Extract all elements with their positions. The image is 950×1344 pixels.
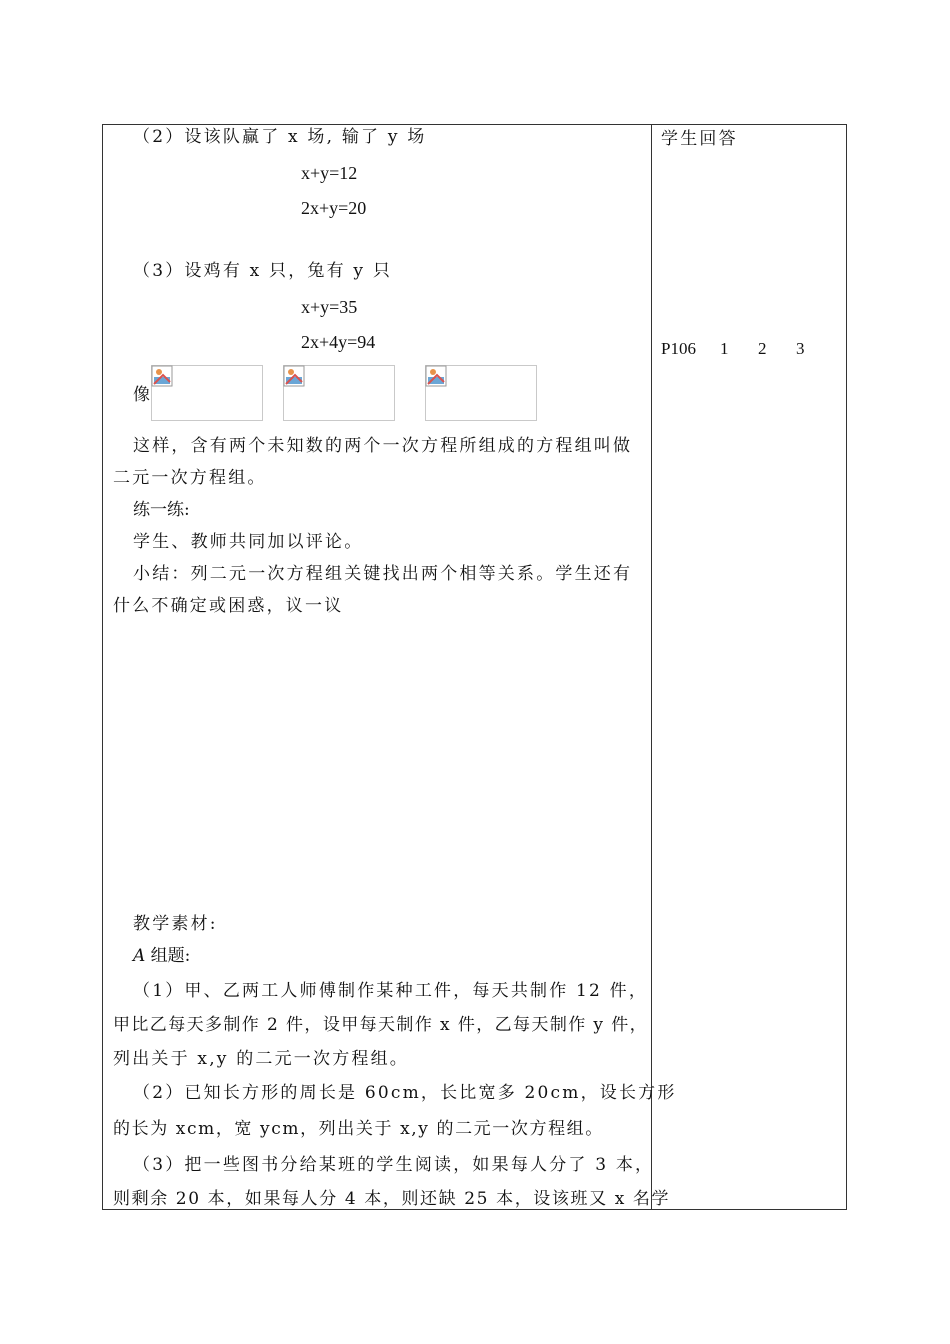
student-answer-label: 学生回答 [661,129,738,149]
group-a-letter: A [133,946,146,966]
q2-equation-2: 2x+y=20 [301,198,367,218]
q3-equation-2: 2x+4y=94 [301,332,376,352]
broken-image-icon [151,365,173,387]
summary-line-2: 什么不确定或困惑，议一议 [113,596,344,616]
exercise-number-3: 3 [796,339,805,358]
q3-equation-1: x+y=35 [301,297,358,317]
image-placeholder-2 [283,365,395,421]
broken-image-icon [283,365,305,387]
group-a-label: 组题: [145,946,191,966]
exercise-number-1: 1 [720,339,729,358]
lesson-table [102,124,847,1210]
q2-intro: （2）设该队赢了 x 场, 输了 y 场 [133,127,427,147]
image-placeholder-1 [151,365,263,421]
practice-heading: 练一练: [133,500,190,520]
definition-line-1: 这样，含有两个未知数的两个一次方程所组成的方程组叫做 [133,436,633,456]
exercise-3-line-2: 则剩余 20 本，如果每人分 4 本，则还缺 25 本，设该班又 x 名学 [113,1189,671,1209]
exercise-number-2: 2 [758,339,767,358]
group-a-heading [133,946,190,966]
exercise-3-line-1: （3）把一些图书分给某班的学生阅读，如果每人分了 3 本， [133,1155,655,1175]
exercise-1-line-3: 列出关于 x,y 的二元一次方程组。 [113,1049,410,1069]
discussion-text: 学生、教师共同加以评论。 [133,532,364,552]
image-label: 像 [133,385,150,405]
q3-intro: （3）设鸡有 x 只，兔有 y 只 [133,261,393,281]
column-divider [651,125,652,1209]
material-title: 教学素材: [133,914,218,934]
page-reference: P106 [661,339,696,358]
exercise-1-line-2: 甲比乙每天多制作 2 件，设甲每天制作 x 件，乙每天制作 y 件， [113,1015,649,1035]
exercise-2-line-2: 的长为 xcm，宽 ycm，列出关于 x,y 的二元一次方程组。 [113,1119,604,1139]
summary-line-1: 小结：列二元一次方程组关键找出两个相等关系。学生还有 [133,564,633,584]
exercise-2-line-1: （2）已知长方形的周长是 60cm，长比宽多 20cm，设长方形 [133,1083,677,1103]
definition-line-2: 二元一次方程组。 [113,468,267,488]
broken-image-icon [425,365,447,387]
exercise-1-line-1: （1）甲、乙两工人师傅制作某种工件，每天共制作 12 件， [133,981,649,1001]
q2-equation-1: x+y=12 [301,163,358,183]
image-placeholder-3 [425,365,537,421]
